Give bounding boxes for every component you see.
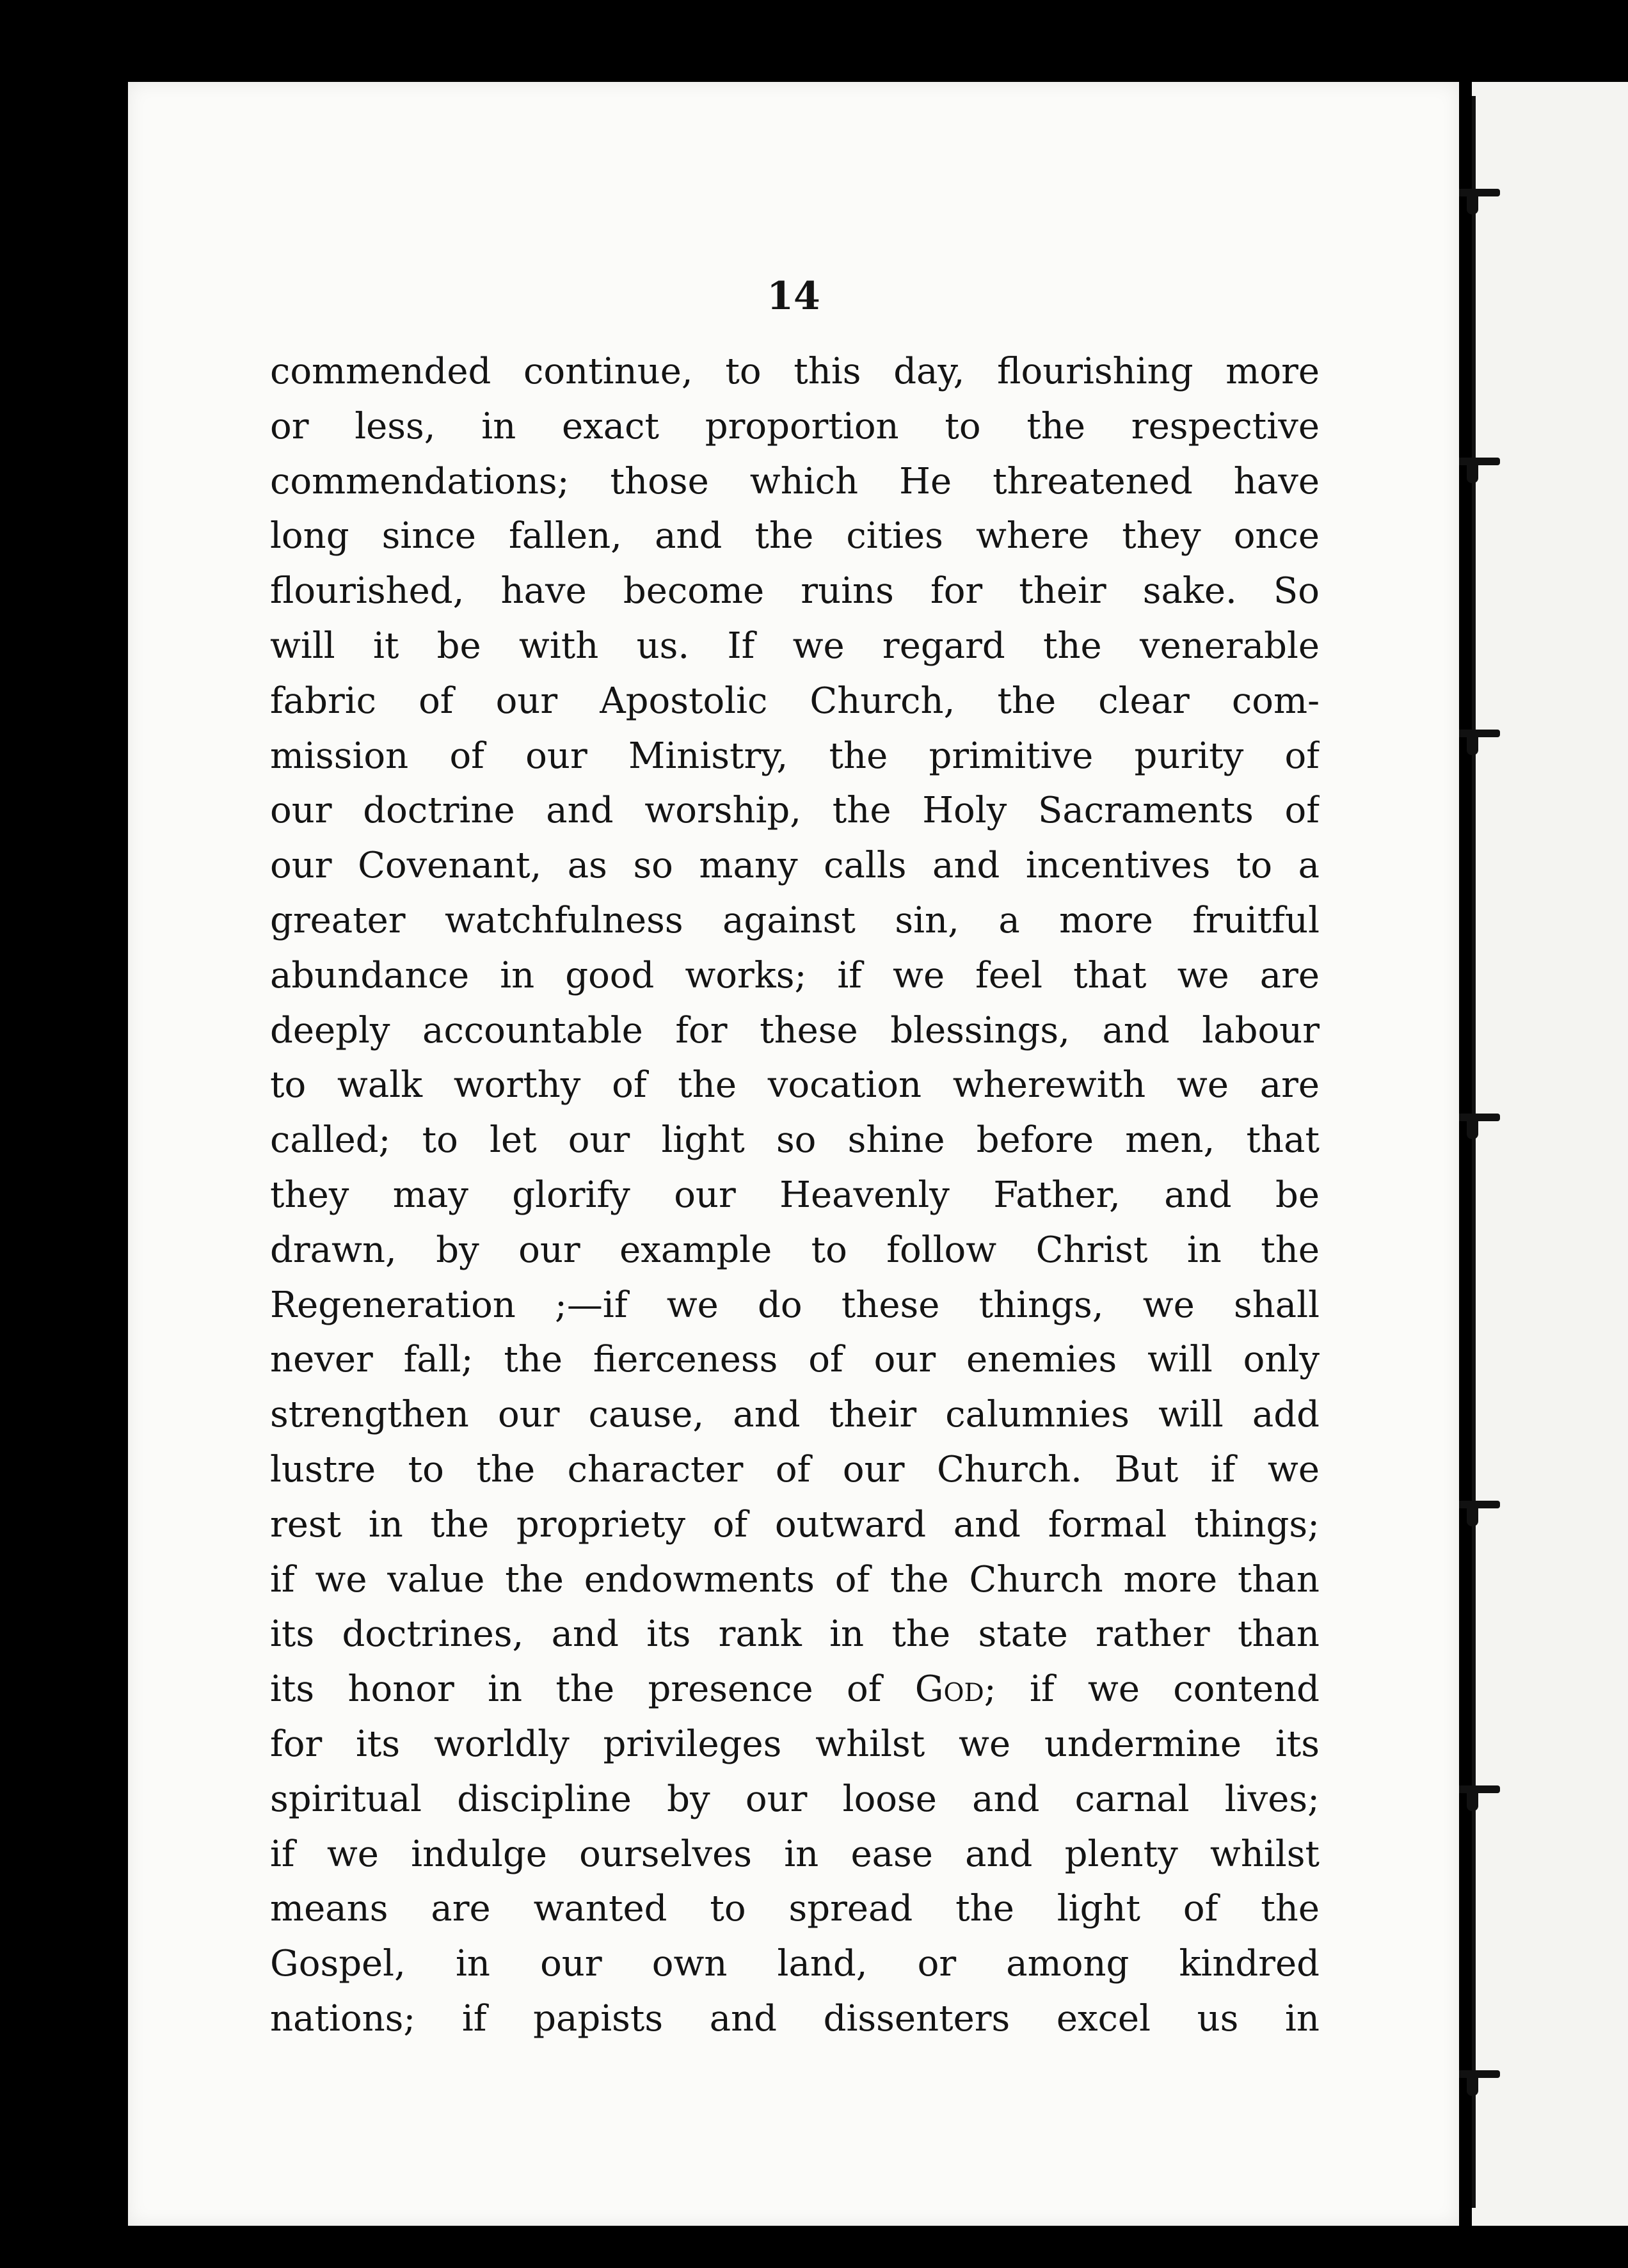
- page-body-text: [270, 344, 1320, 2047]
- text-line: our doctrine and worship, the Holy Sacraments of: [270, 790, 1320, 832]
- text-line: flourished, have become ruins for their sake. So: [270, 570, 1320, 612]
- text-line: or less, in exact proportion to the respective: [270, 405, 1320, 447]
- text-segment: its honor in the presence of: [270, 1668, 882, 1711]
- text-line: Regeneration ;—if we do these things, we shall: [270, 1284, 1320, 1326]
- text-line: nations; if papists and dissenters excel us in: [270, 1997, 1320, 2040]
- text-line: strengthen our cause, and their calumnies will add: [270, 1394, 1320, 1436]
- text-line: Gospel, in our own land, or among kindred: [270, 1943, 1320, 1985]
- god-smallcaps: God: [914, 1668, 984, 1711]
- book-page: [128, 82, 1459, 2226]
- text-line: for its worldly privileges whilst we undermine its: [270, 1723, 1320, 1765]
- text-segment: ; if we contend: [984, 1668, 1320, 1711]
- text-line: fabric of our Apostolic Church, the clear com-: [270, 680, 1320, 722]
- text-line: commendations; those which He threatened have: [270, 460, 1320, 502]
- text-line: deeply accountable for these blessings, and labour: [270, 1009, 1320, 1051]
- text-line: spiritual discipline by our loose and carnal lives;: [270, 1778, 1320, 1820]
- text-line: mission of our Ministry, the primitive purity of: [270, 735, 1320, 777]
- text-line: its doctrines, and its rank in the state rather than: [270, 1613, 1320, 1656]
- text-line: to walk worthy of the vocation wherewith we are: [270, 1064, 1320, 1106]
- text-line: [270, 1662, 1320, 1717]
- text-line: if we value the endowments of the Church more than: [270, 1558, 1320, 1601]
- text-line: long since fallen, and the cities where they once: [270, 515, 1320, 557]
- text-line: they may glorify our Heavenly Father, and be: [270, 1174, 1320, 1216]
- binding-gutter: [1472, 96, 1476, 2208]
- text-line: greater watchfulness against sin, a more fruitful: [270, 899, 1320, 941]
- text-line: will it be with us. If we regard the venerable: [270, 625, 1320, 667]
- text-line: rest in the propriety of outward and formal things;: [270, 1503, 1320, 1545]
- text-line: called; to let our light so shine before men, that: [270, 1119, 1320, 1162]
- text-line: our Covenant, as so many calls and incentives to a: [270, 845, 1320, 887]
- text-line: never fall; the fierceness of our enemies will only: [270, 1339, 1320, 1381]
- facing-page-edge: [1472, 82, 1628, 2226]
- text-line: if we indulge ourselves in ease and plenty whilst: [270, 1833, 1320, 1875]
- text-line: means are wanted to spread the light of the: [270, 1888, 1320, 1930]
- page-number: 14: [767, 274, 820, 319]
- text-line: drawn, by our example to follow Christ in the: [270, 1229, 1320, 1271]
- text-line: commended continue, to this day, flourishing more: [270, 351, 1320, 392]
- text-line: lustre to the character of our Church. But if we: [270, 1448, 1320, 1490]
- text-line: abundance in good works; if we feel that we are: [270, 954, 1320, 996]
